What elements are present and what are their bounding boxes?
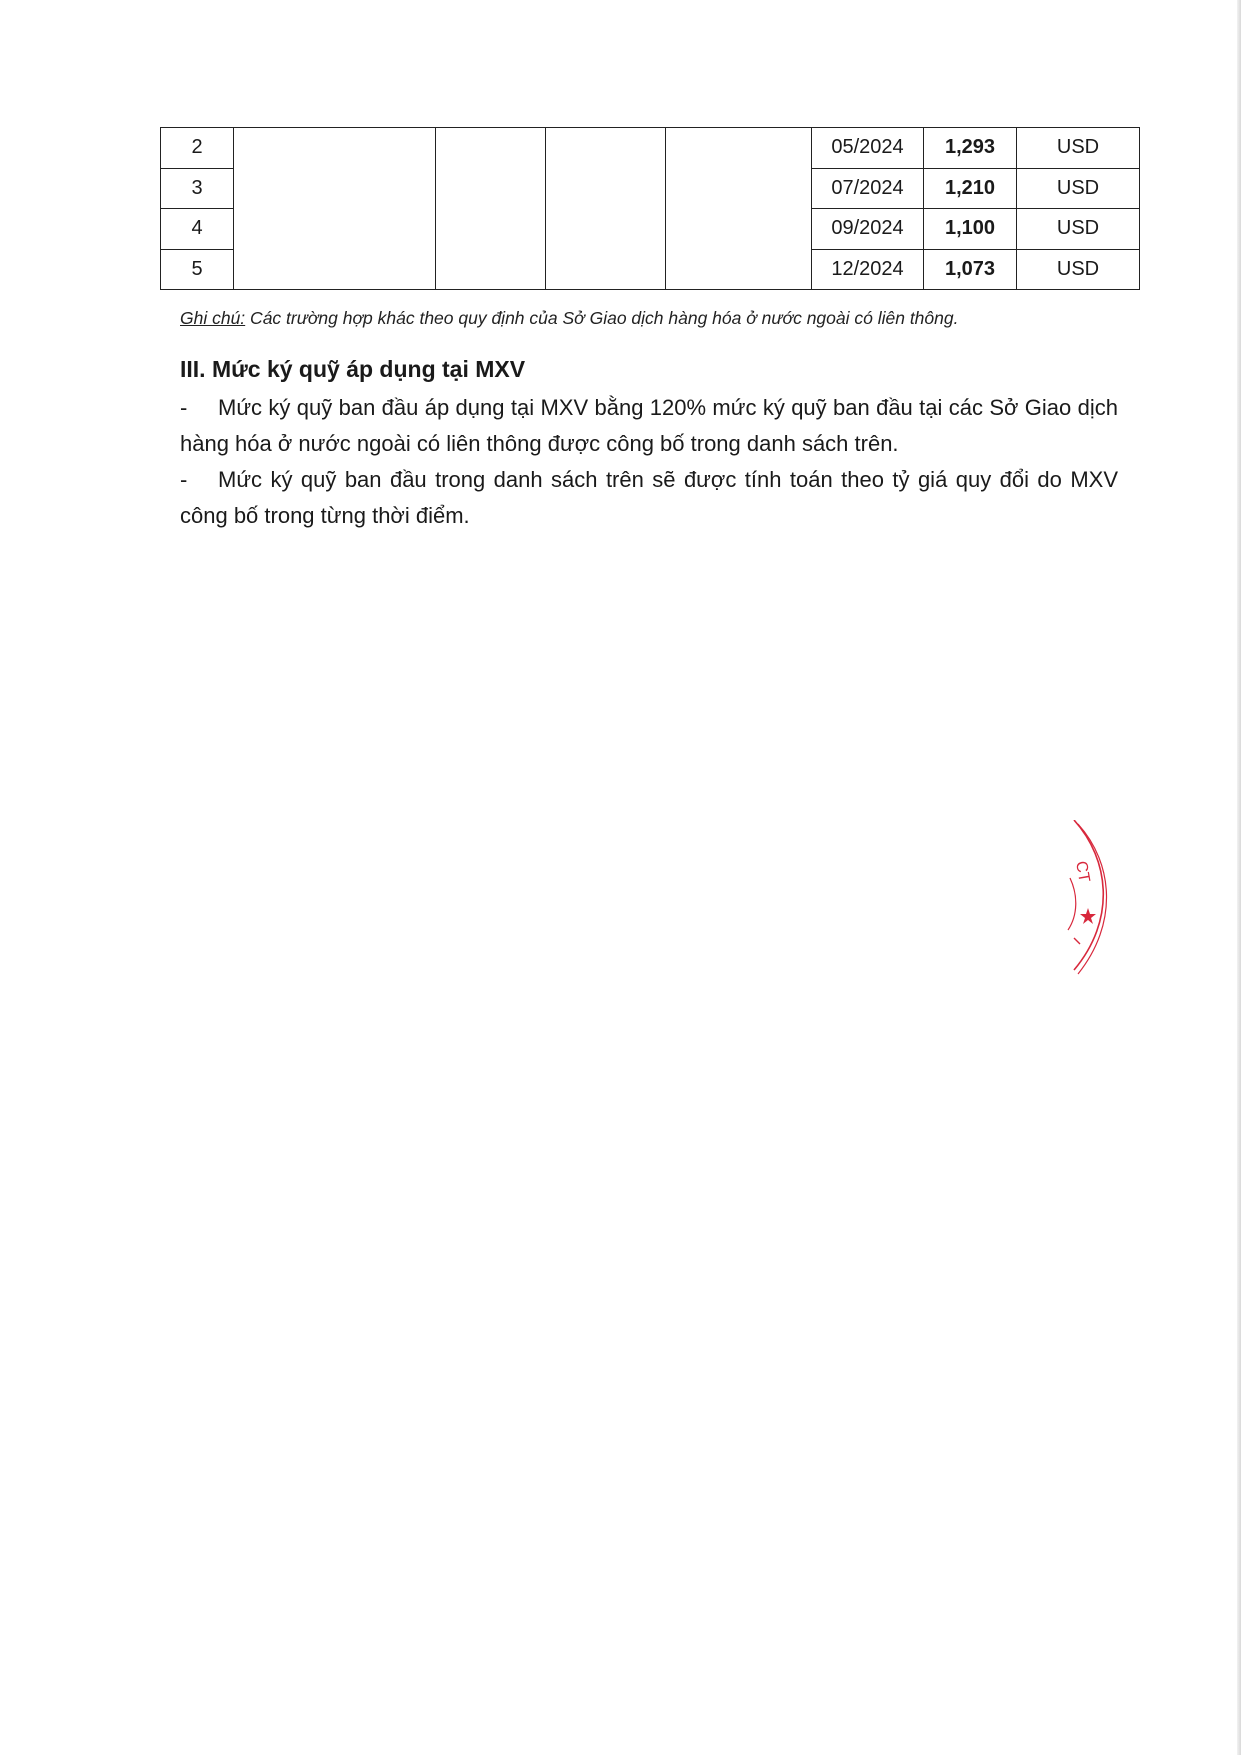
contract-month: 09/2024 bbox=[812, 209, 924, 250]
row-number: 3 bbox=[161, 168, 234, 209]
merged-cell bbox=[546, 128, 666, 290]
contract-month: 05/2024 bbox=[812, 128, 924, 169]
note-label: Ghi chú: bbox=[180, 308, 246, 328]
contract-month: 12/2024 bbox=[812, 249, 924, 290]
paragraph-text: Mức ký quỹ ban đầu trong danh sách trên sẽ được tính toán theo tỷ giá quy đổi do MXV công bố trong từng thời điểm. bbox=[180, 467, 1118, 528]
merged-cell bbox=[666, 128, 812, 290]
margin-table bbox=[160, 127, 1140, 290]
row-number: 2 bbox=[161, 128, 234, 169]
company-seal-fragment bbox=[1060, 820, 1120, 980]
currency: USD bbox=[1017, 249, 1140, 290]
margin-value: 1,293 bbox=[924, 128, 1017, 169]
svg-text:CT: CT bbox=[1072, 859, 1093, 884]
table-row bbox=[161, 128, 1140, 169]
bullet-dash: - bbox=[180, 467, 188, 492]
merged-cell bbox=[234, 128, 436, 290]
merged-cell bbox=[436, 128, 546, 290]
margin-value: 1,210 bbox=[924, 168, 1017, 209]
currency: USD bbox=[1017, 128, 1140, 169]
table-note bbox=[180, 308, 958, 329]
bullet-dash: - bbox=[180, 395, 188, 420]
scan-edge bbox=[1237, 0, 1241, 1755]
row-number: 4 bbox=[161, 209, 234, 250]
note-text: Các trường hợp khác theo quy định của Sở Giao dịch hàng hóa ở nước ngoài có liên thông. bbox=[245, 308, 959, 328]
paragraph-text: Mức ký quỹ ban đầu áp dụng tại MXV bằng 120% mức ký quỹ ban đầu tại các Sở Giao dịch hàng hóa ở nước ngoài có liên thông được công bố trong danh sách trên. bbox=[180, 395, 1118, 456]
contract-month: 07/2024 bbox=[812, 168, 924, 209]
section-title: III. Mức ký quỹ áp dụng tại MXV bbox=[180, 356, 526, 382]
currency: USD bbox=[1017, 168, 1140, 209]
row-number: 5 bbox=[161, 249, 234, 290]
paragraph bbox=[180, 390, 1118, 462]
paragraph bbox=[180, 462, 1118, 534]
margin-value: 1,073 bbox=[924, 249, 1017, 290]
currency: USD bbox=[1017, 209, 1140, 250]
margin-value: 1,100 bbox=[924, 209, 1017, 250]
